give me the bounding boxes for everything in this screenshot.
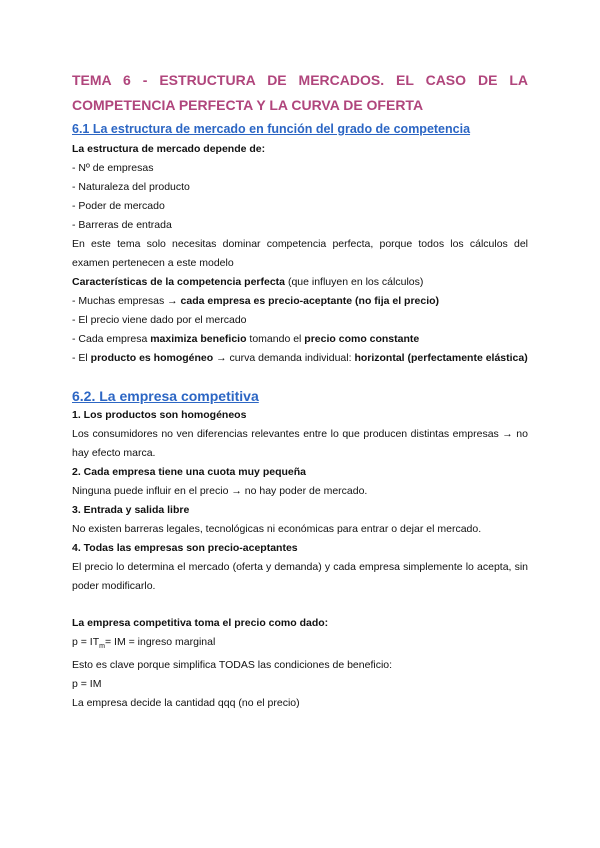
characteristic-3-mid: tomando el <box>246 333 305 345</box>
spacer <box>72 368 528 386</box>
characteristic-3-bold-2: precio como constante <box>304 333 420 345</box>
page-content <box>72 68 528 713</box>
characteristic-4 <box>72 349 528 368</box>
point-1-title: 1. Los productos son homogéneos <box>72 409 247 421</box>
equation-1-lhs: p = IT <box>72 636 100 648</box>
characteristic-3-bold: maximiza beneficio <box>150 333 247 345</box>
spacer <box>72 596 528 614</box>
characteristic-1-text: - Muchas empresas → <box>72 295 181 307</box>
equation-1-subscript: m <box>99 643 105 651</box>
equation-2: p = IM <box>72 678 102 691</box>
characteristic-1 <box>72 292 528 311</box>
takes-price-heading: La empresa competitiva toma el precio como dado: <box>72 617 329 629</box>
point-2-text: Ninguna puede influir en el precio → no hay poder de mercado. <box>72 485 368 497</box>
point-3-title: 3. Entrada y salida libre <box>72 504 190 516</box>
list-item: - Poder de mercado <box>72 200 165 212</box>
characteristic-4-bold-2: horizontal (perfectamente elástica) <box>354 352 528 364</box>
characteristic-3-text: - Cada empresa <box>72 333 151 345</box>
key-line: Esto es clave porque simplifica TODAS las condiciones de beneficio: <box>72 659 393 672</box>
title-line-2: COMPETENCIA PERFECTA Y LA CURVA DE OFERTA <box>72 97 424 113</box>
list-item: - Barreras de entrada <box>72 219 172 231</box>
point-4-title: 4. Todas las empresas son precio-aceptantes <box>72 542 298 554</box>
characteristic-4-mid: → curva demanda individual: <box>213 352 355 364</box>
characteristic-2: - El precio viene dado por el mercado <box>72 314 247 326</box>
list-item: - Nº de empresas <box>72 162 154 174</box>
point-2-title: 2. Cada empresa tiene una cuota muy pequeña <box>72 466 306 478</box>
list-item: - Naturaleza del producto <box>72 181 190 193</box>
characteristic-4-bold: producto es homogéneo <box>90 352 214 364</box>
characteristic-3 <box>72 330 528 349</box>
decides-line: La empresa decide la cantidad qqq (no el precio) <box>72 697 300 710</box>
title-line-1: TEMA 6 - ESTRUCTURA DE MERCADOS. EL CASO DE LA <box>72 72 528 88</box>
point-4-text: El precio lo determina el mercado (oferta y demanda) y cada empresa simplemente lo acepta, sin poder modificarlo. <box>72 561 528 592</box>
depends-label: La estructura de mercado depende de: <box>72 143 266 155</box>
characteristics-title: Características de la competencia perfecta <box>72 276 286 288</box>
equation-1 <box>72 633 528 656</box>
section-6-1-heading[interactable]: 6.1 La estructura de mercado en función del grado de competencia <box>72 122 471 136</box>
equation-1-rhs: = IM = ingreso marginal <box>104 636 216 648</box>
point-1-text: Los consumidores no ven diferencias relevantes entre lo que producen distintas empresas → no hay efecto marca. <box>72 428 528 459</box>
characteristic-1-bold: cada empresa es precio-aceptante (no fija el precio) <box>180 295 440 307</box>
characteristic-4-text: - El <box>72 352 91 364</box>
characteristics-label <box>72 273 528 292</box>
exam-note: En este tema solo necesitas dominar competencia perfecta, porque todos los cálculos del examen pertenecen a este modelo <box>72 238 528 269</box>
characteristics-suffix: (que influyen en los cálculos) <box>285 276 424 288</box>
section-6-2-heading[interactable]: 6.2. La empresa competitiva <box>72 388 259 404</box>
document-title <box>72 68 528 118</box>
point-3-text: No existen barreras legales, tecnológicas ni económicas para entrar o dejar el mercado. <box>72 523 482 535</box>
